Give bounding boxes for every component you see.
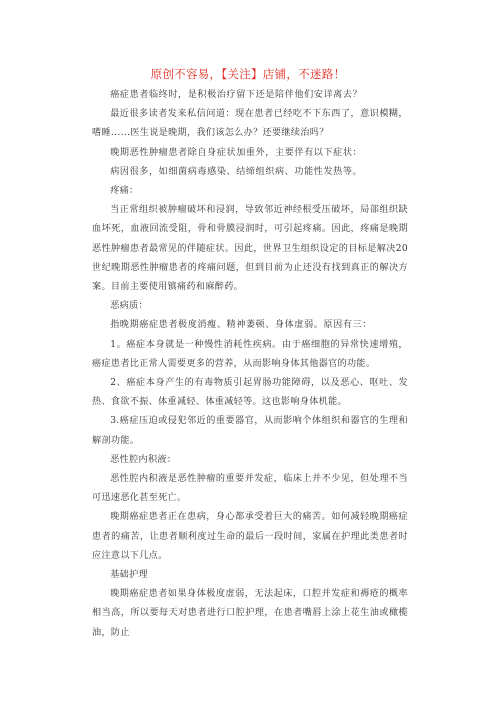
paragraph-pain: 当正常组织被肿瘤破坏和浸润，导致邻近神经根受压破坏，局部组织缺血坏死，血液回流受阻，骨和骨膜浸润时，可引起疼痛。因此，疼痛是晚期恶性肿瘤患者最常见的伴随症状。因此，世界卫生组织设定的目标是解决20世纪晚期恶性肿瘤患者的疼痛问题，但到目前为止还没有找到真正的解决方案。目前主要使用镇痛药和麻醉药。	[92, 205, 408, 293]
paragraph-reader-messages: 最近很多读者发来私信问道：现在患者已经吃不下东西了，意识模糊，嗜睡......医生说是晚期，我们该怎么办？还要继续治吗？	[92, 109, 408, 139]
paragraph-cause-1: 1。癌症本身就是一种慢性消耗性疾病。由于癌细胞的异常快速增殖，癌症患者比正常人需要更多的营养，从而影响身体其他器官的功能。	[92, 339, 408, 369]
heading-cachexia: 恶病质：	[110, 301, 148, 312]
promo-banner: 原创不容易，【关注】店铺，不迷路！	[150, 67, 346, 81]
article-body	[92, 86, 408, 643]
paragraph-cachexia-intro: 指晚期癌症患者极度消瘦、精神萎顿、身体虚弱。原因有三：	[110, 320, 372, 331]
paragraph-symptoms-intro: 晚期恶性肿瘤患者除自身症状加重外，主要伴有以下症状：	[110, 147, 363, 158]
heading-basic-care: 基础护理	[110, 570, 148, 581]
paragraph-basic-care: 晚期癌症患者如果身体极度虚弱，无法起床，口腔并发症和褥疮的概率相当高，所以要每天对患者进行口腔护理，在患者嘴唇上涂上花生油或橄榄油，防止	[92, 589, 408, 638]
paragraph-care-advice: 晚期癌症患者正在患病，身心都承受着巨大的痛苦。如何减轻晚期癌症患者的痛苦，让患者顺利度过生命的最后一段时间，家属在护理此类患者时应注意以下几点。	[92, 512, 408, 561]
paragraph-cause-2: 2、癌症本身产生的有毒物质引起胃肠功能障碍，以及恶心、呕吐、发热、食欲不振、体重减轻、体重减轻等。这也影响身体机能。	[92, 378, 408, 408]
paragraph-cause-3: 3.癌症压迫或侵犯邻近的重要器官，从而影响个体组织和器官的生理和解剖功能。	[92, 416, 408, 446]
article-question: 癌症患者临终时，是积极治疗留下还是陪伴他们安详离去？	[110, 90, 363, 100]
heading-pain: 疼痛：	[110, 186, 139, 197]
paragraph-effusion: 恶性腔内积液是恶性肿瘤的重要并发症，临床上并不少见，但处理不当可迅速恶化甚至死亡。	[92, 474, 408, 504]
paragraph-causes: 病因很多，如细菌病毒感染、结缔组织病、功能性发热等。	[110, 166, 363, 177]
heading-effusion: 恶性腔内积液：	[110, 454, 177, 465]
